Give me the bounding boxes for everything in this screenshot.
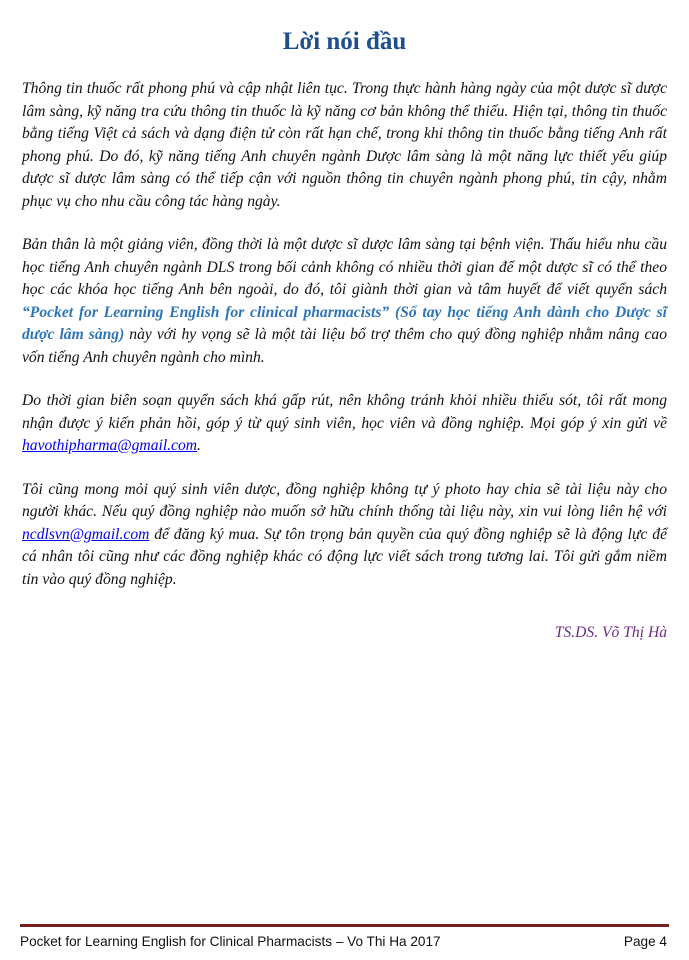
book-title: “Pocket for Learning English for clinical pharmacists” (Sổ tay học tiếng Anh dành cho Dược sĩ dược lâm sàng) bbox=[22, 303, 667, 343]
paragraph-4-text-start: Tôi cũng mong mỏi quý sinh viên dược, đồng nghiệp không tự ý photo hay chia sẽ tài liệu này cho người khác. Nếu quý đồng nghiệp nào muốn sở hữu chính thống tài liệu này, xin vui lòng liên hệ với bbox=[22, 480, 667, 520]
paragraph-2-text-start: Bản thân là một giảng viên, đồng thời là một dược sĩ dược lâm sàng tại bệnh viện. Thấu hiểu nhu cầu học tiếng Anh chuyên ngành DLS trong bối cảnh không có nhiều thời gian để một dược sĩ có thể theo học các khóa học tiếng Anh bên ngoài, do đó, tôi giành thời gian và tâm huyết để viết quyển sách bbox=[22, 236, 667, 298]
paragraph-3-text-start: Do thời gian biên soạn quyển sách khá gấp rút, nên không tránh khỏi nhiều thiếu sót, tôi rất mong nhận được ý kiến phản hồi, góp ý từ quý sinh viên, học viên và đồng nghiệp. Mọi góp ý xin gửi về bbox=[22, 392, 667, 432]
page-number: Page 4 bbox=[623, 934, 667, 949]
author-signature: TS.DS. Võ Thị Hà bbox=[554, 624, 667, 641]
paragraph-3-text-end: . bbox=[197, 437, 201, 454]
purchase-email-link[interactable]: ncdlsvn@gmail.com bbox=[22, 525, 150, 543]
paragraph-1 bbox=[22, 78, 667, 213]
paragraph-4-text-end: để đăng ký mua. Sự tôn trọng bản quyền của quý đồng nghiệp sẽ là động lực để cá nhân tôi cũng như các đồng nghiệp khác có động lực viết sách trong tương lai. Tôi gửi gắm niềm tin vào quý đồng nghiệp. bbox=[22, 525, 667, 588]
feedback-email-link[interactable]: havothipharma@gmail.com bbox=[22, 437, 198, 454]
paragraph-1-text: Thông tin thuốc rất phong phú và cập nhật liên tục. Trong thực hành hàng ngày của một dược sĩ dược lâm sàng, kỹ năng tra cứu thông tin thuốc là kỹ năng cơ bản không thể thiếu. Hiện tại, thông tin thuốc bằng tiếng Việt cả sách và dạng điện tử còn rất hạn chế, trong khi thông tin thuốc bằng tiếng Anh rất phong phú. Do đó, kỹ năng tiếng Anh chuyên ngành Dược lâm sàng là một năng lực thiết yếu giúp dược sĩ dược lâm sàng có thể tiếp cận với nguồn thông tin chuyên ngành phong phú, tin cậy, nhằm phục vụ cho nhu cầu công tác hàng ngày. bbox=[22, 80, 667, 210]
paragraph-4 bbox=[22, 479, 667, 592]
paragraph-3 bbox=[22, 390, 667, 458]
paragraph-2-text-end: này với hy vọng sẽ là một tài liệu bổ trợ thêm cho quý đồng nghiệp nhằm nâng cao vốn tiếng Anh chuyên ngành cho mình. bbox=[22, 326, 667, 366]
preface-body bbox=[22, 78, 667, 612]
paragraph-2 bbox=[22, 234, 667, 369]
page-title: Lời nói đầu bbox=[282, 28, 407, 55]
footer-divider bbox=[20, 924, 669, 927]
footer-book-title: Pocket for Learning English for Clinical Pharmacists – Vo Thi Ha 2017 bbox=[20, 934, 441, 949]
